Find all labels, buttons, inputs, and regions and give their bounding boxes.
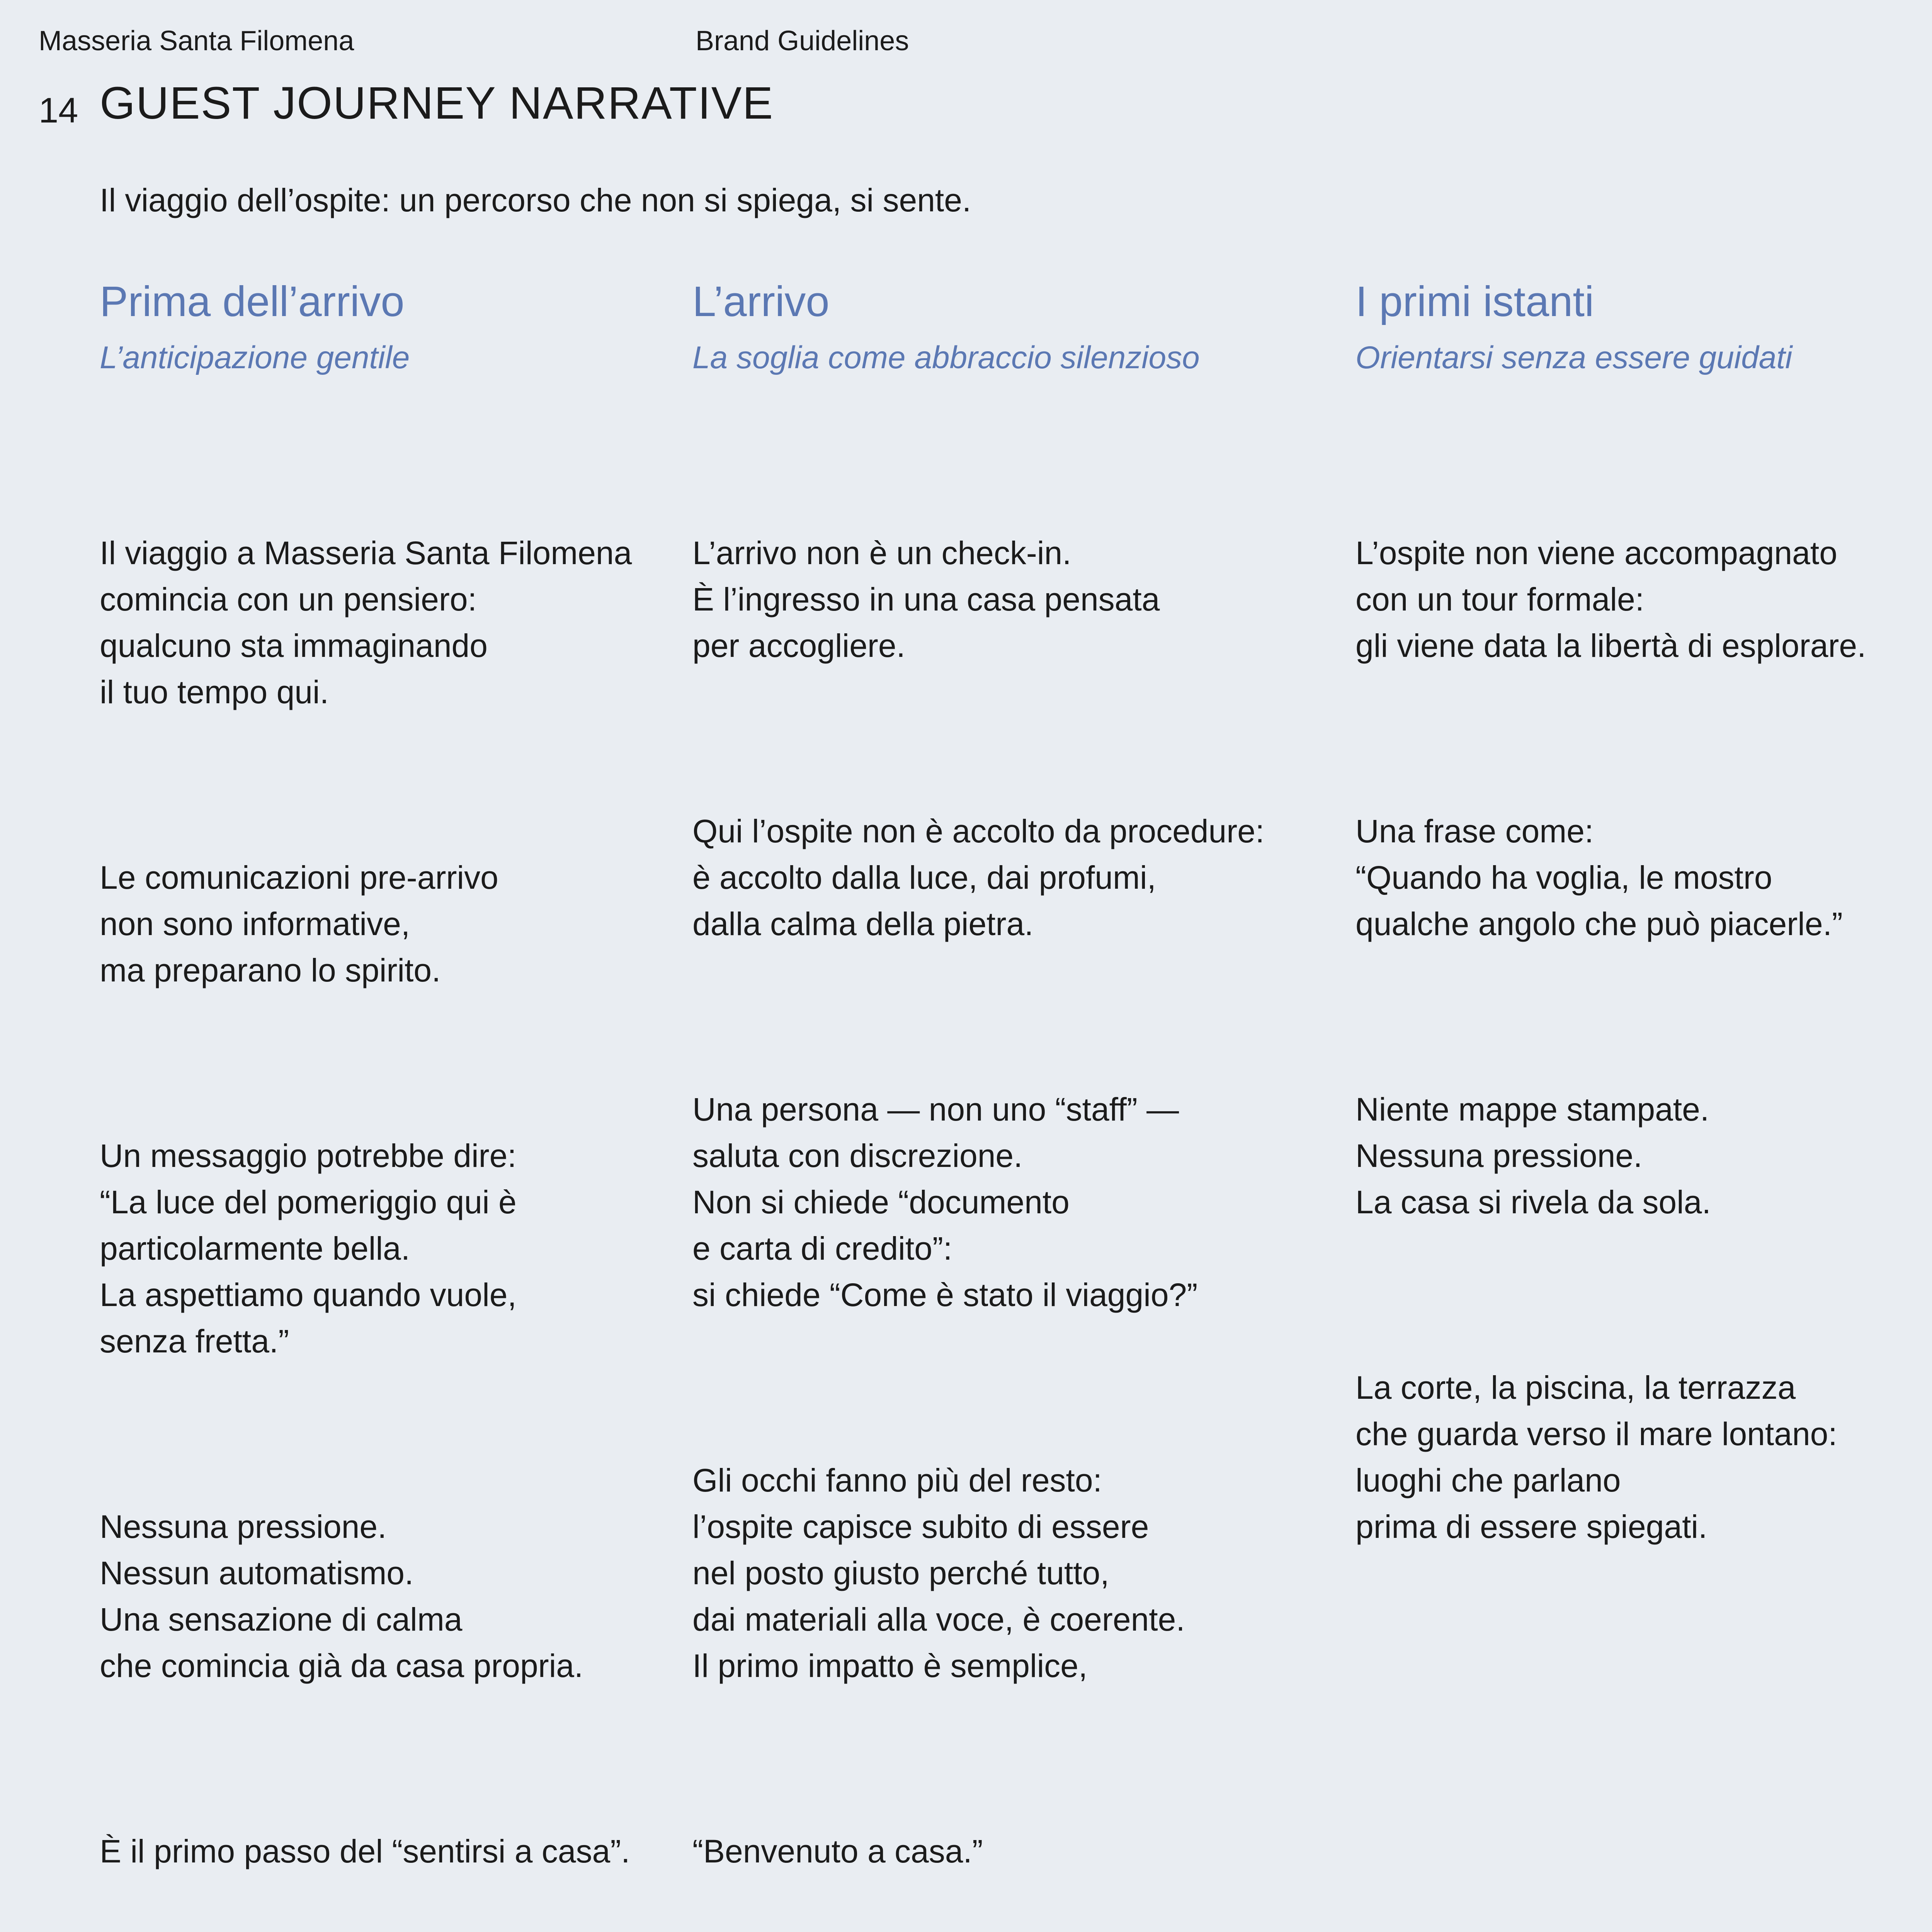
paragraph: Gli occhi fanno più del resto: l’ospite capisce subito di essere nel posto giusto perché tutto, dai materiali alla voce, è coerente. Il primo impatto è semplice, bbox=[692, 1462, 1185, 1684]
column-subtitle: L’anticipazione gentile bbox=[100, 340, 410, 375]
column-subtitle: La soglia come abbraccio silenzioso bbox=[692, 340, 1200, 375]
column-prima-dellarrivo bbox=[100, 278, 660, 1932]
paragraph: Una frase come: “Quando ha voglia, le mostro qualche angolo che può piacerle.” bbox=[1355, 813, 1843, 942]
paragraph: È il primo passo del “sentirsi a casa”. bbox=[100, 1833, 630, 1870]
paragraph: Un messaggio potrebbe dire: “La luce del pomeriggio qui è particolarmente bella. La aspettiamo quando vuole, senza fretta.” bbox=[100, 1138, 517, 1360]
paragraph: “Benvenuto a casa.” bbox=[692, 1833, 983, 1870]
paragraph: La corte, la piscina, la terrazza che guarda verso il mare lontano: luoghi che parlano prima di essere spiegati. bbox=[1355, 1369, 1837, 1545]
paragraph: Nessuna pressione. Nessun automatismo. Una sensazione di calma che comincia già da casa propria. bbox=[100, 1509, 583, 1684]
column-body bbox=[1355, 437, 1932, 1643]
page-number: 14 bbox=[39, 91, 78, 130]
column-title: L’arrivo bbox=[692, 278, 830, 325]
column-body bbox=[100, 437, 660, 1932]
column-title: Prima dell’arrivo bbox=[100, 278, 405, 325]
column-larrivo bbox=[692, 278, 1311, 1932]
column-title: I primi istanti bbox=[1355, 278, 1594, 325]
paragraph: L’ospite non viene accompagnato con un tour formale: gli viene data la libertà di esplorare. bbox=[1355, 535, 1866, 664]
page-title: GUEST JOURNEY NARRATIVE bbox=[100, 78, 774, 129]
intro-text: Il viaggio dell’ospite: un percorso che non si spiega, si sente. bbox=[100, 182, 971, 218]
paragraph: Il viaggio a Masseria Santa Filomena comincia con un pensiero: qualcuno sta immaginando il tuo tempo qui. bbox=[100, 535, 632, 711]
paragraph: Qui l’ospite non è accolto da procedure: è accolto dalla luce, dai profumi, dalla calma della pietra. bbox=[692, 813, 1265, 942]
column-i-primi-istanti bbox=[1355, 278, 1932, 1643]
column-body bbox=[692, 437, 1311, 1932]
brand-name: Masseria Santa Filomena bbox=[39, 26, 354, 56]
paragraph: L’arrivo non è un check-in. È l’ingresso in una casa pensata per accogliere. bbox=[692, 535, 1160, 664]
document-section-label: Brand Guidelines bbox=[696, 26, 909, 56]
paragraph: Una persona — non uno “staff” — saluta con discrezione. Non si chiede “documento e carta di credito”: si chiede “Come è stato il viaggio?” bbox=[692, 1091, 1198, 1313]
paragraph: Niente mappe stampate. Nessuna pressione. La casa si rivela da sola. bbox=[1355, 1091, 1711, 1221]
paragraph: Le comunicazioni pre-arrivo non sono informative, ma preparano lo spirito. bbox=[100, 859, 498, 989]
column-subtitle: Orientarsi senza essere guidati bbox=[1355, 340, 1793, 375]
